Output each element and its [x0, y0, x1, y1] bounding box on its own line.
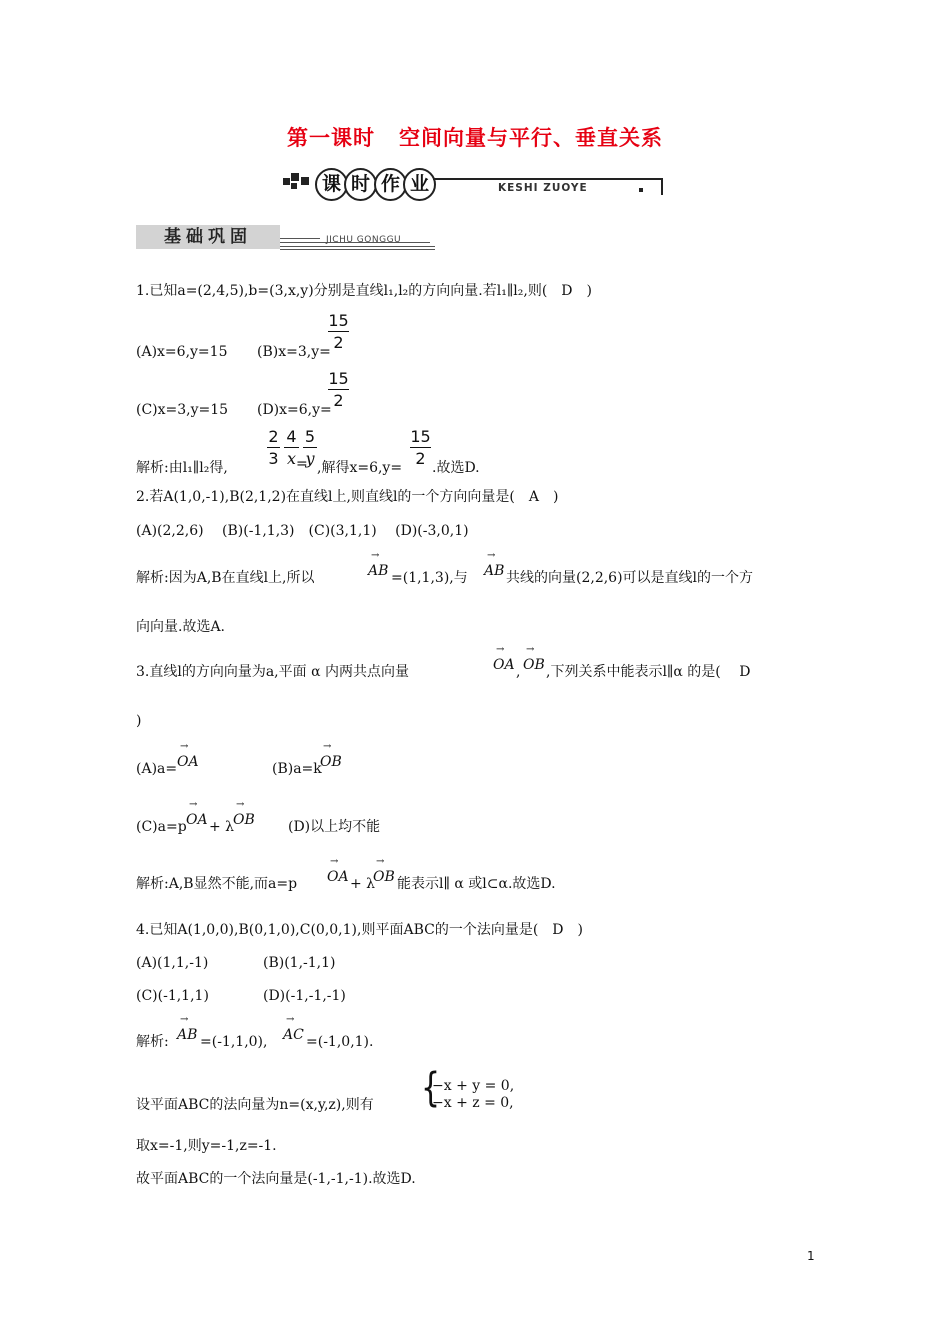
section-stripe [280, 249, 435, 250]
q1-option-c: (C)x=3,y=15 [136, 402, 229, 418]
vector-ob: → OB [320, 741, 342, 770]
banner-char: 业 [403, 168, 436, 201]
q3-stem: 3.直线l的方向向量为a,平面 α 内两共点向量 [136, 664, 409, 680]
q3-option-d: (D)以上均不能 [288, 819, 381, 835]
section-header [136, 225, 436, 253]
q4-option-c: (C)(-1,1,1) [136, 988, 209, 1004]
banner-decor-square [291, 173, 299, 181]
section-label: 基础巩固 [136, 225, 280, 249]
q1-ratio: 5 y [304, 427, 316, 468]
vector-oa: → OA [177, 741, 199, 770]
q1-ratio: 4 x [284, 427, 299, 468]
banner-char: 作 [374, 168, 407, 201]
title-lesson: 第一课时 [287, 126, 375, 150]
vector-ab: → AB [368, 550, 389, 579]
q2-options: (A)(2,2,6) (B)(-1,1,3) (C)(3,1,1) (D)(-3,0,1) [136, 523, 469, 539]
q1-solution-text: ,解得x=6,y= [317, 460, 403, 476]
vector-ab: → AB [177, 1014, 198, 1043]
q1-eq-sign: = [296, 456, 308, 472]
q1-option-d: (D)x=6,y= [257, 402, 332, 418]
q2-solution-text: 向向量.故选A. [136, 619, 226, 635]
q3-option-c: (C)a=p [136, 819, 187, 835]
q1-ratio: 2 3 [268, 427, 279, 468]
vector-ob: → OB [523, 644, 545, 673]
q4-stem: 4.已知A(1,0,0),B(0,1,0),C(0,0,1),则平面ABC的一个法向量是( D ) [136, 922, 583, 938]
banner-latin: KESHI ZUOYE [498, 182, 588, 194]
q1-solution-text: 解析:由l₁∥l₂得, [136, 460, 228, 476]
q4-option-d: (D)(-1,-1,-1) [263, 988, 346, 1004]
q4-solution-text: =(-1,1,0), [200, 1034, 268, 1050]
vector-ab: → AB [484, 550, 505, 579]
vector-oa: → OA [327, 856, 349, 885]
q1-option-b: (B)x=3,y= [257, 344, 331, 360]
banner-decor-square [301, 177, 309, 185]
vector-ob: → OB [233, 799, 255, 828]
title-topic: 空间向量与平行、垂直关系 [399, 126, 663, 150]
banner-decor-square [283, 178, 290, 185]
q2-solution-text: 解析:因为A,B在直线l上,所以 [136, 570, 315, 586]
section-stripe [280, 246, 435, 247]
banner-rule [433, 178, 661, 180]
banner-rule-end [661, 178, 663, 195]
q3-stem: ,下列关系中能表示l∥α 的是( D [546, 664, 751, 680]
q1-fraction: 15 2 [328, 311, 349, 352]
q3-solution-text: 能表示l∥ α 或l⊂α.故选D. [397, 876, 556, 892]
banner-char: 课 [315, 168, 348, 201]
vector-oa: → OA [493, 644, 515, 673]
q1-fraction: 15 2 [410, 427, 431, 468]
q1-fraction: 15 2 [328, 369, 349, 410]
q2-solution-text: =(1,1,3),与 [391, 570, 468, 586]
banner-char: 时 [344, 168, 377, 201]
q4-solution-text: =(-1,0,1). [306, 1034, 374, 1050]
vector-ac: → AC [283, 1014, 304, 1043]
section-latin: JICHU GONGGU [326, 235, 402, 245]
q3-stem: , [516, 664, 521, 680]
equation-line: −x + z = 0, [432, 1095, 514, 1111]
homework-banner [283, 168, 666, 204]
q3-option-a: (A)a= [136, 761, 178, 777]
q3-solution-text: + λ [350, 876, 376, 892]
q3-option-c: + λ [209, 819, 235, 835]
equation-brace: { [421, 1064, 441, 1112]
q3-solution-text: 解析:A,B显然不能,而a=p [136, 876, 298, 892]
q3-stem: ) [136, 713, 142, 729]
q3-option-b: (B)a=k [272, 761, 322, 777]
q4-conclusion-text: 故平面ABC的一个法向量是(-1,-1,-1).故选D. [136, 1171, 416, 1187]
section-stripe [280, 238, 320, 239]
q4-option-a: (A)(1,1,-1) [136, 955, 209, 971]
equation-line: −x + y = 0, [432, 1078, 515, 1094]
q1-stem: 1.已知a=(2,4,5),b=(3,x,y)分别是直线l₁,l₂的方向向量.若l₁∥l₂,则( D ) [136, 283, 592, 299]
page-number: 1 [807, 1249, 815, 1263]
q4-solution-text: 解析: [136, 1034, 169, 1050]
vector-oa: → OA [186, 799, 208, 828]
banner-dot [639, 188, 643, 192]
banner-decor-square [291, 183, 297, 189]
vector-ob: → OB [373, 856, 395, 885]
q2-stem: 2.若A(1,0,-1),B(2,1,2)在直线l上,则直线l的一个方向向量是( A ) [136, 489, 559, 505]
q4-take-text: 取x=-1,则y=-1,z=-1. [136, 1138, 277, 1154]
q4-option-b: (B)(1,-1,1) [263, 955, 336, 971]
q4-setup-text: 设平面ABC的法向量为n=(x,y,z),则有 [136, 1097, 374, 1113]
q1-solution-text: .故选D. [432, 460, 480, 476]
q1-option-a: (A)x=6,y=15 [136, 344, 228, 360]
q2-solution-text: 共线的向量(2,2,6)可以是直线l的一个方 [506, 570, 754, 586]
page-title [0, 122, 950, 152]
